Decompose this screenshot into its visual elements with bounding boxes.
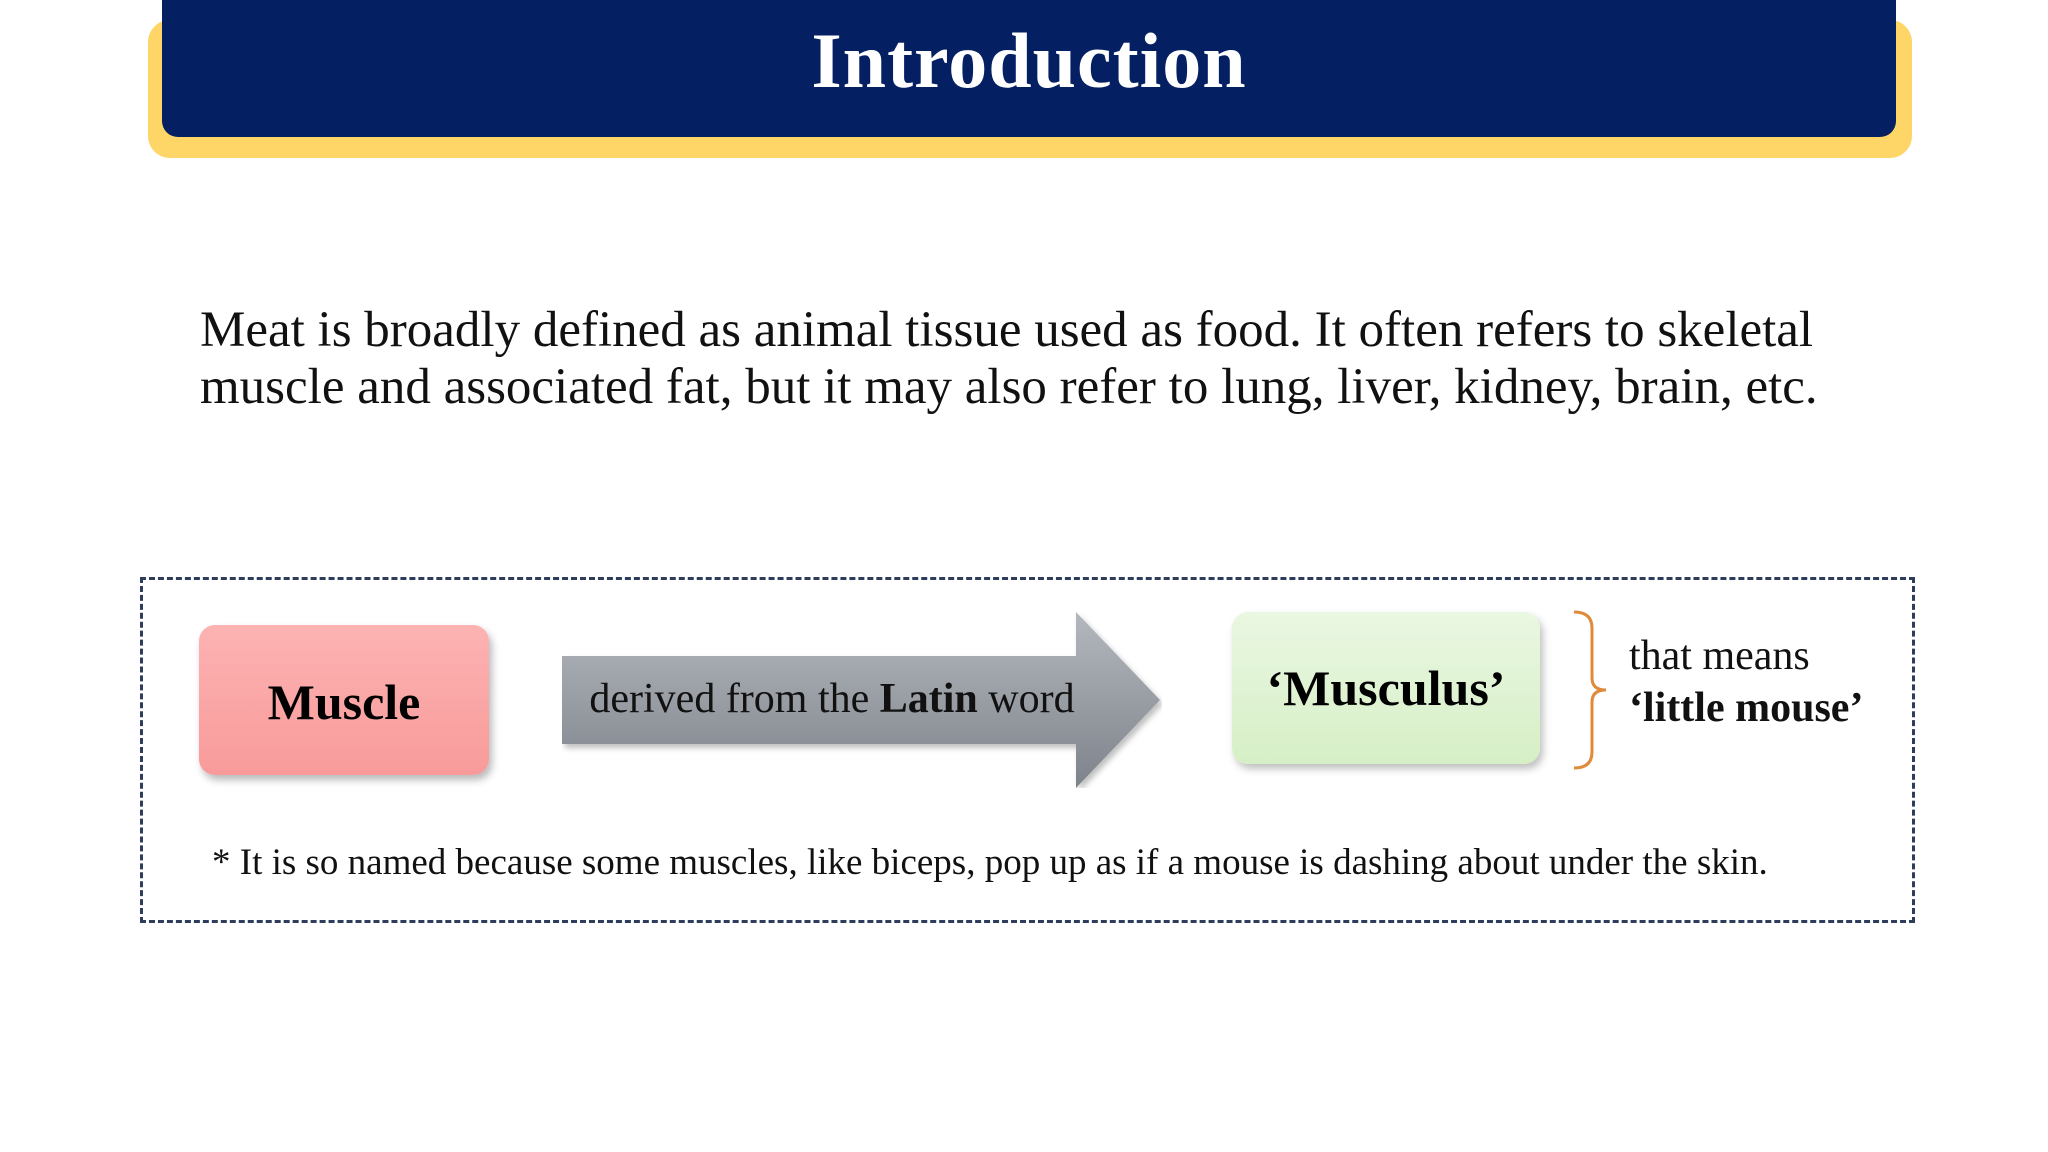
muscle-box xyxy=(199,625,489,775)
right-brace-icon xyxy=(1570,610,1614,770)
footnote: * It is so named because some muscles, like biceps, pop up as if a mouse is dashing about under the skin. xyxy=(212,842,1768,883)
meaning-line-1: that means xyxy=(1629,633,1810,679)
arrow-text-before: derived from the xyxy=(589,676,880,722)
arrow-label xyxy=(562,675,1102,723)
arrow-text-bold: Latin xyxy=(879,676,978,722)
intro-paragraph xyxy=(200,302,1900,416)
meaning-text xyxy=(1629,630,1863,734)
arrow-text-after: word xyxy=(977,676,1075,722)
musculus-label: ‘Musculus’ xyxy=(1266,660,1506,716)
page-title: Introduction xyxy=(811,16,1247,104)
intro-line-2: muscle and associated fat, but it may also refer to lung, liver, kidney, brain, etc. xyxy=(200,359,1818,415)
musculus-box xyxy=(1232,612,1540,764)
intro-line-1: Meat is broadly defined as animal tissue used as food. It often refers to skeletal xyxy=(200,302,1814,358)
title-banner xyxy=(162,0,1896,137)
muscle-label: Muscle xyxy=(267,674,421,730)
meaning-line-2: ‘little mouse’ xyxy=(1629,685,1864,731)
